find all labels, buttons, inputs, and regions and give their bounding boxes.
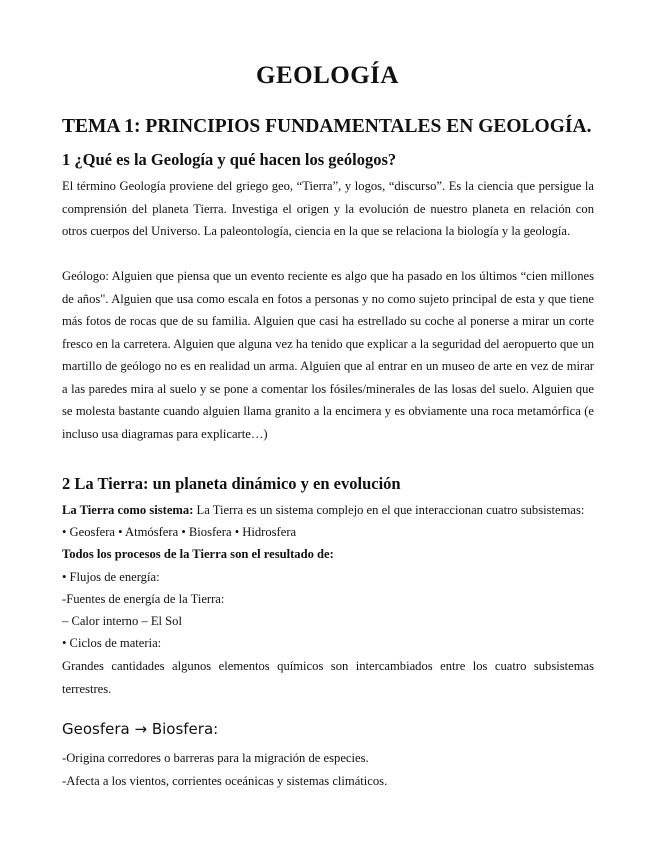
geosfera-line1: -Origina corredores o barreras para la migración de especies. — [62, 751, 369, 765]
heat-sources-item: – Calor interno – El Sol — [62, 614, 182, 628]
energy-flows-item: • Flujos de energía: — [62, 570, 160, 584]
document-title: GEOLOGÍA — [256, 62, 399, 89]
subsystems-list: • Geosfera • Atmósfera • Biosfera • Hidrosfera — [62, 525, 297, 539]
section1-heading: 1 ¿Qué es la Geología y qué hacen los geólogos? — [62, 150, 397, 169]
matter-cycles-item: • Ciclos de materia: — [62, 636, 162, 650]
topic-heading: TEMA 1: PRINCIPIOS FUNDAMENTALES EN GEOLOGÍA. — [62, 116, 592, 137]
energy-sources-item: -Fuentes de energía de la Tierra: — [62, 592, 225, 606]
earth-system-line — [62, 499, 584, 521]
earth-system-label: La Tierra como sistema: — [62, 503, 194, 517]
section1-paragraph2: Geólogo: Alguien que piensa que un evento reciente es algo que ha pasado en los últimos “cien millones de años". Alguien que usa como escala en fotos a personas y no como sujeto principal de esta y que tiene más fotos de rocas que de su familia. Alguien que casi ha estrellado su coche al ponerse a mirar un corte fresco en la carretera. Alguien que alguna vez ha tenido que explicar a la seguridad del aeropuerto que un martillo de geólogo no es en realidad un arma. Alguien que al entrar en un museo de arte en vez de mirar a las paredes mira al suelo y se pone a comentar los fósiles/minerales de las losas del suelo. Alguien que se molesta bastante cuando alguien llama granito a la encimera y es obviamente una roca metamórfica (e incluso usa diagramas para explicarte…) — [62, 269, 594, 441]
processes-heading: Todos los procesos de la Tierra son el resultado de: — [62, 547, 334, 561]
geosfera-biosfera-heading: Geosfera → Biosfera: — [62, 720, 219, 738]
earth-system-text: La Tierra es un sistema complejo en el que interaccionan cuatro subsistemas: — [193, 503, 585, 517]
section1-paragraph1: El término Geología proviene del griego geo, “Tierra”, y logos, “discurso”. Es la ciencia que persigue la comprensión del planeta Tierra. Investiga el origen y la evolución de nuestro planeta en relación con otros cuerpos del Universo. La paleontología, ciencia en la que se relaciona la biología y la geología. — [62, 179, 594, 238]
section2-heading: 2 La Tierra: un planeta dinámico y en evolución — [62, 474, 401, 493]
exchange-paragraph: Grandes cantidades algunos elementos químicos son intercambiados entre los cuatro subsistemas terrestres. — [62, 659, 594, 696]
geosfera-line2: -Afecta a los vientos, corrientes oceánicas y sistemas climáticos. — [62, 774, 388, 788]
